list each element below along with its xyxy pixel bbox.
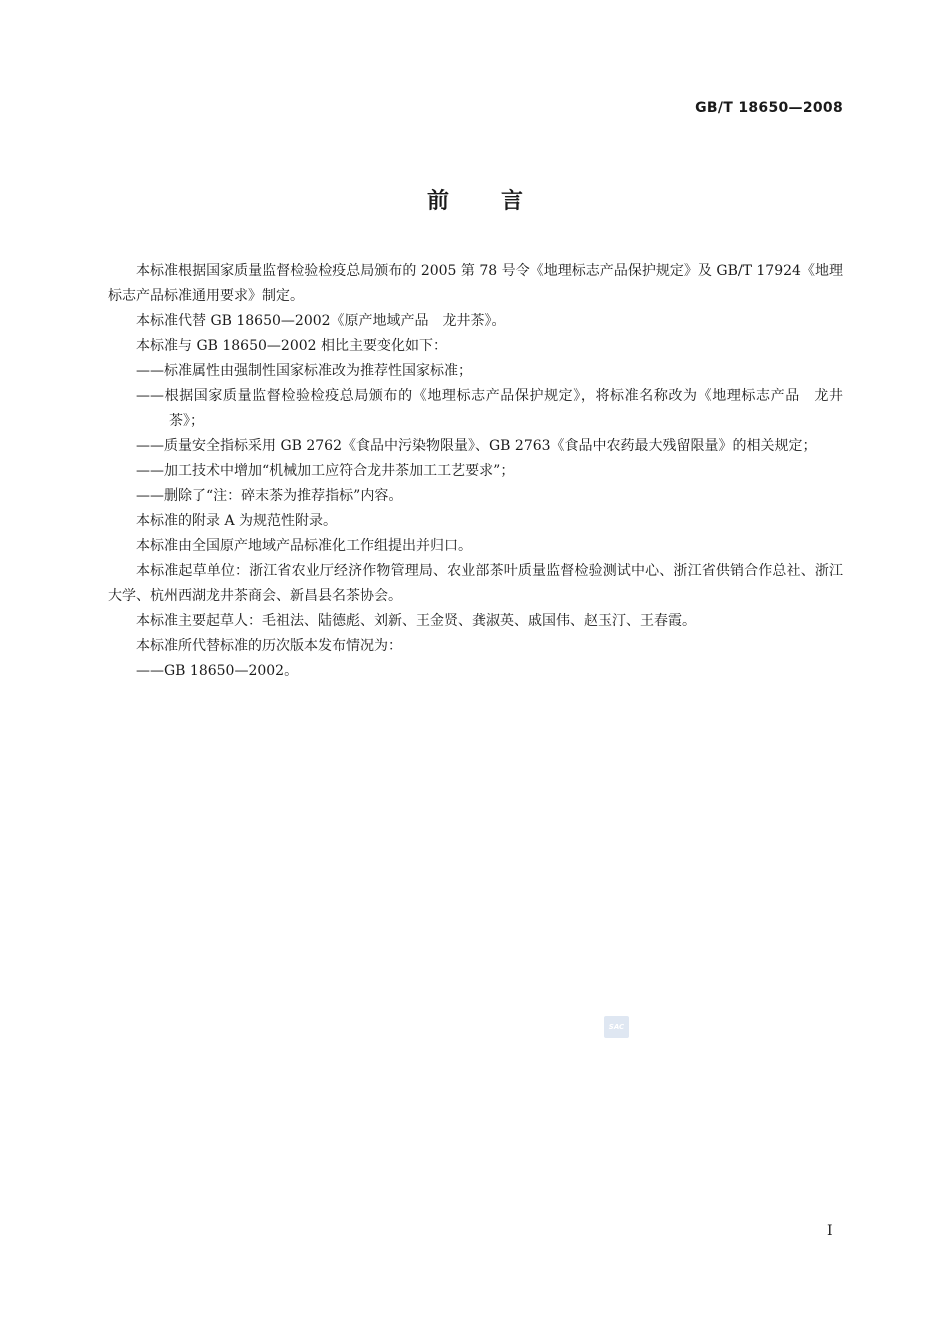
change-item: ——根据国家质量监督检验检疫总局颁布的《地理标志产品保护规定》，将标准名称改为《地理标志产品 龙井茶》；	[136, 388, 843, 429]
standard-code: GB/T 18650—2008	[695, 100, 843, 116]
paragraph-history-intro: 本标准所代替标准的历次版本发布情况为：	[136, 638, 402, 654]
foreword-body	[108, 259, 843, 684]
page-title	[0, 184, 950, 215]
title-char-1: 前	[426, 189, 449, 214]
change-item: ——质量安全指标采用 GB 2762《食品中污染物限量》、GB 2763《食品中农药最大残留限量》的相关规定；	[136, 438, 817, 454]
paragraph-proposer: 本标准由全国原产地域产品标准化工作组提出并归口。	[136, 538, 472, 554]
paragraph-basis: 本标准根据国家质量监督检验检疫总局颁布的 2005 第 78 号令《地理标志产品保护规定》及 GB/T 17924《地理标志产品标准通用要求》制定。	[108, 263, 843, 304]
paragraph-history-item: ——GB 18650—2002。	[136, 663, 299, 679]
title-char-2: 言	[501, 189, 524, 214]
paragraph-drafters: 本标准主要起草人：毛祖法、陆德彪、刘新、王金贤、龚淑英、戚国伟、赵玉汀、王春霞。	[136, 613, 696, 629]
paragraph-appendix: 本标准的附录 A 为规范性附录。	[136, 513, 338, 529]
paragraph-drafting-units: 本标准起草单位：浙江省农业厅经济作物管理局、农业部茶叶质量监督检验测试中心、浙江省供销合作总社、浙江大学、杭州西湖龙井茶商会、新昌县名茶协会。	[108, 563, 843, 604]
change-item: ——标准属性由强制性国家标准改为推荐性国家标准；	[136, 363, 472, 379]
change-item: ——加工技术中增加“机械加工应符合龙井茶加工工艺要求”；	[136, 463, 515, 479]
page-number: I	[827, 1223, 833, 1239]
paragraph-changes-intro: 本标准与 GB 18650—2002 相比主要变化如下：	[136, 338, 447, 354]
change-item: ——删除了“注：碎末茶为推荐指标”内容。	[136, 488, 403, 504]
sac-watermark-icon: SAC	[604, 1016, 629, 1038]
paragraph-replaces: 本标准代替 GB 18650—2002《原产地域产品 龙井茶》。	[136, 313, 506, 329]
